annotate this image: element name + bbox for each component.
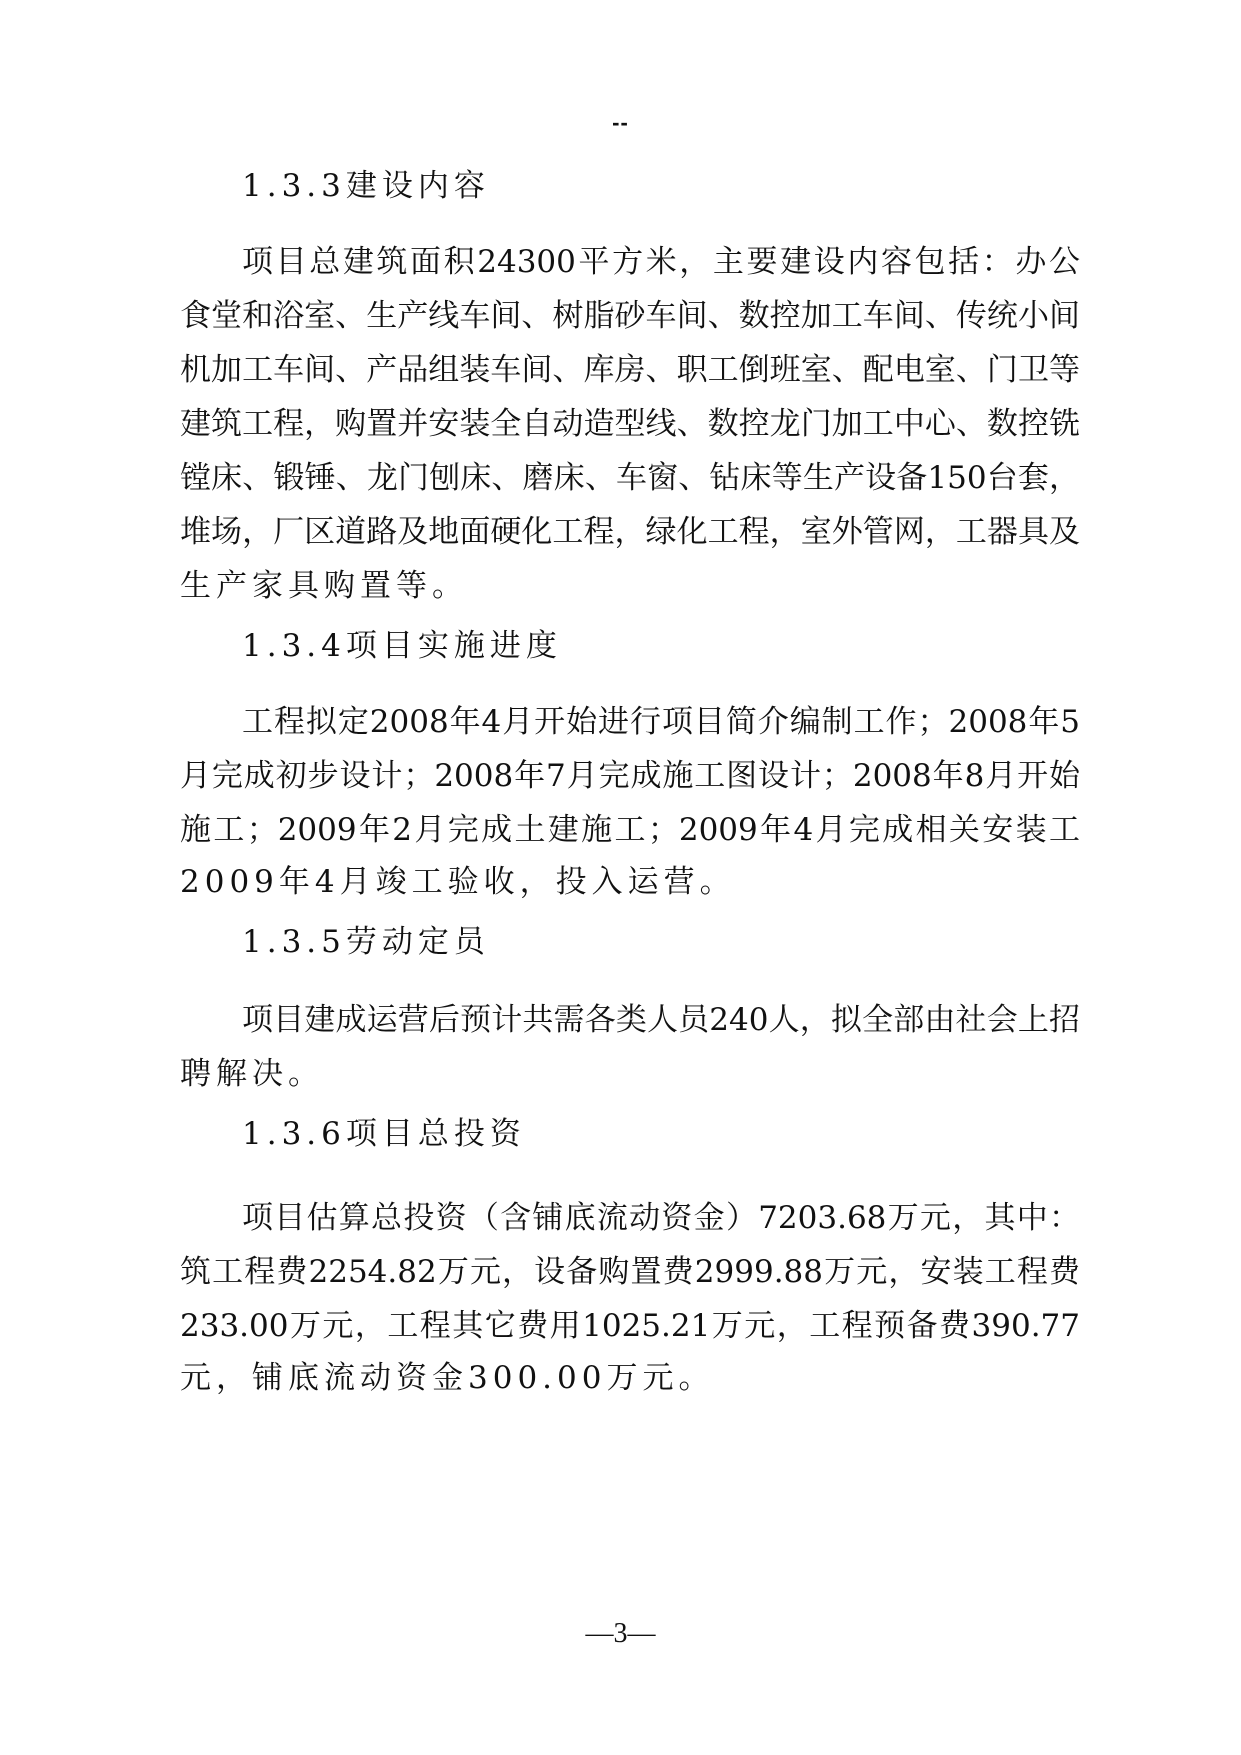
paragraph-line: 月完成初步设计；2008年7月完成施工图设计；2008年8月开始 [180,758,1080,794]
page-number: —3— [585,1618,656,1649]
paragraph-line: 筑工程费2254.82万元，设备购置费2999.88万元，安装工程费 [180,1254,1080,1290]
paragraph-line: 2009年4月竣工验收，投入运营。 [180,864,736,900]
paragraph-line: 生产家具购置等。 [180,568,468,604]
paragraph-line: 元，铺底流动资金300.00万元。 [180,1360,715,1396]
paragraph-line: 233.00万元，工程其它费用1025.21万元，工程预备费390.77 [180,1308,1080,1344]
section-heading-construction-content: 1.3.3建设内容 [242,168,490,204]
paragraph-line: 施工；2009年2月完成土建施工；2009年4月完成相关安装工 [180,812,1080,848]
paragraph-line: 聘解决。 [180,1056,324,1092]
paragraph-line: 项目总建筑面积24300平方米，主要建设内容包括：办公 [242,244,1080,280]
section-heading-staffing: 1.3.5劳动定员 [242,924,490,960]
paragraph-line: 镗床、锻锤、龙门刨床、磨床、车窗、钻床等生产设备150台套， [180,460,1080,496]
paragraph-line: 堆场，厂区道路及地面硬化工程，绿化工程，室外管网，工器具及 [180,514,1080,550]
section-heading-schedule: 1.3.4项目实施进度 [242,628,562,664]
header-mark: -- [612,110,629,135]
paragraph-line: 食堂和浴室、生产线车间、树脂砂车间、数控加工车间、传统小间 [180,298,1080,334]
section-heading-investment: 1.3.6项目总投资 [242,1116,526,1152]
paragraph-line: 项目建成运营后预计共需各类人员240人，拟全部由社会上招 [242,1002,1080,1038]
paragraph-line: 机加工车间、产品组装车间、库房、职工倒班室、配电室、门卫等 [180,352,1080,388]
paragraph-line: 项目估算总投资（含铺底流动资金）7203.68万元，其中： [242,1200,1080,1236]
paragraph-line: 工程拟定2008年4月开始进行项目简介编制工作；2008年5 [242,704,1080,740]
paragraph-line: 建筑工程，购置并安装全自动造型线、数控龙门加工中心、数控铣 [180,406,1080,442]
